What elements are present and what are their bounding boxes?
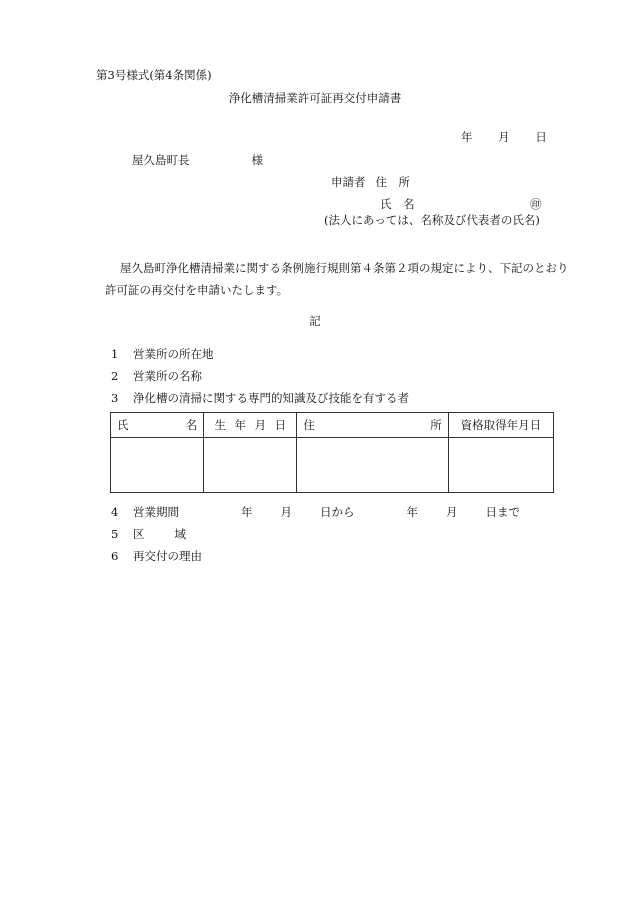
- item-number: 1: [111, 347, 119, 361]
- body-paragraph: 屋久島町浄化槽清掃業に関する条例施行規則第４条第２項の規定により、下記のとおり許可証の再交付を申請いたします。: [105, 261, 569, 297]
- cell-birthdate[interactable]: [204, 438, 297, 493]
- area-label-b: 域: [174, 527, 186, 541]
- item-qualified-person: [111, 391, 409, 405]
- addressee-honorific: 様: [251, 153, 263, 167]
- applicant-address: [331, 175, 410, 189]
- cell-qualification-date[interactable]: [448, 438, 553, 493]
- date-line: [461, 130, 547, 144]
- item-area: [111, 527, 186, 541]
- header-name: 氏 名: [111, 413, 204, 438]
- item-location: [111, 347, 214, 361]
- item-text: 営業所の所在地: [133, 347, 214, 361]
- applicant-label: 申請者: [331, 175, 366, 189]
- cell-name[interactable]: [111, 438, 204, 493]
- addressee-name: 屋久島町長: [132, 153, 190, 167]
- applicant-name-label: 氏 名: [380, 197, 415, 211]
- table-header-row: [111, 413, 554, 438]
- period-end-day: 日まで: [485, 505, 520, 519]
- item-text: 再交付の理由: [133, 549, 202, 563]
- item-number: 6: [111, 549, 119, 563]
- seal-mark: ㊞: [530, 197, 542, 211]
- period-start-day: 日から: [320, 505, 355, 519]
- item-number: 3: [111, 391, 119, 405]
- item-number: 2: [111, 369, 119, 383]
- item-business-period: [111, 505, 520, 519]
- item-text: 浄化槽の清掃に関する専門的知識及び技能を有する者: [133, 391, 409, 405]
- period-start-month: 月: [280, 505, 292, 519]
- area-label-a: 区: [133, 527, 145, 541]
- item-number: 5: [111, 527, 119, 541]
- date-month: 月: [498, 130, 510, 144]
- form-number: 第3号様式(第4条関係): [96, 68, 212, 82]
- date-year: 年: [461, 130, 473, 144]
- qualified-person-table: [110, 412, 554, 493]
- header-birthdate: 生 年 月 日: [204, 413, 297, 438]
- cell-address[interactable]: [297, 438, 448, 493]
- corporate-note: (法人にあっては、名称及び代表者の氏名): [324, 213, 540, 227]
- period-end-year: 年: [406, 505, 418, 519]
- period-start-year: 年: [241, 505, 253, 519]
- item-reissue-reason: [111, 549, 202, 563]
- address-label: 住 所: [375, 175, 410, 189]
- period-label: 営業期間: [133, 505, 179, 519]
- table-row: [111, 438, 554, 493]
- period-end-month: 月: [446, 505, 458, 519]
- header-qualification-date: 資格取得年月日: [448, 413, 553, 438]
- item-text: 営業所の名称: [133, 369, 202, 383]
- item-number: 4: [111, 505, 119, 519]
- item-office-name: [111, 369, 202, 383]
- ki-heading: 記: [309, 314, 321, 328]
- header-address: 住 所: [297, 413, 448, 438]
- addressee: [132, 153, 263, 167]
- date-day: 日: [535, 130, 547, 144]
- document-title: 浄化槽清掃業許可証再交付申請書: [228, 91, 402, 105]
